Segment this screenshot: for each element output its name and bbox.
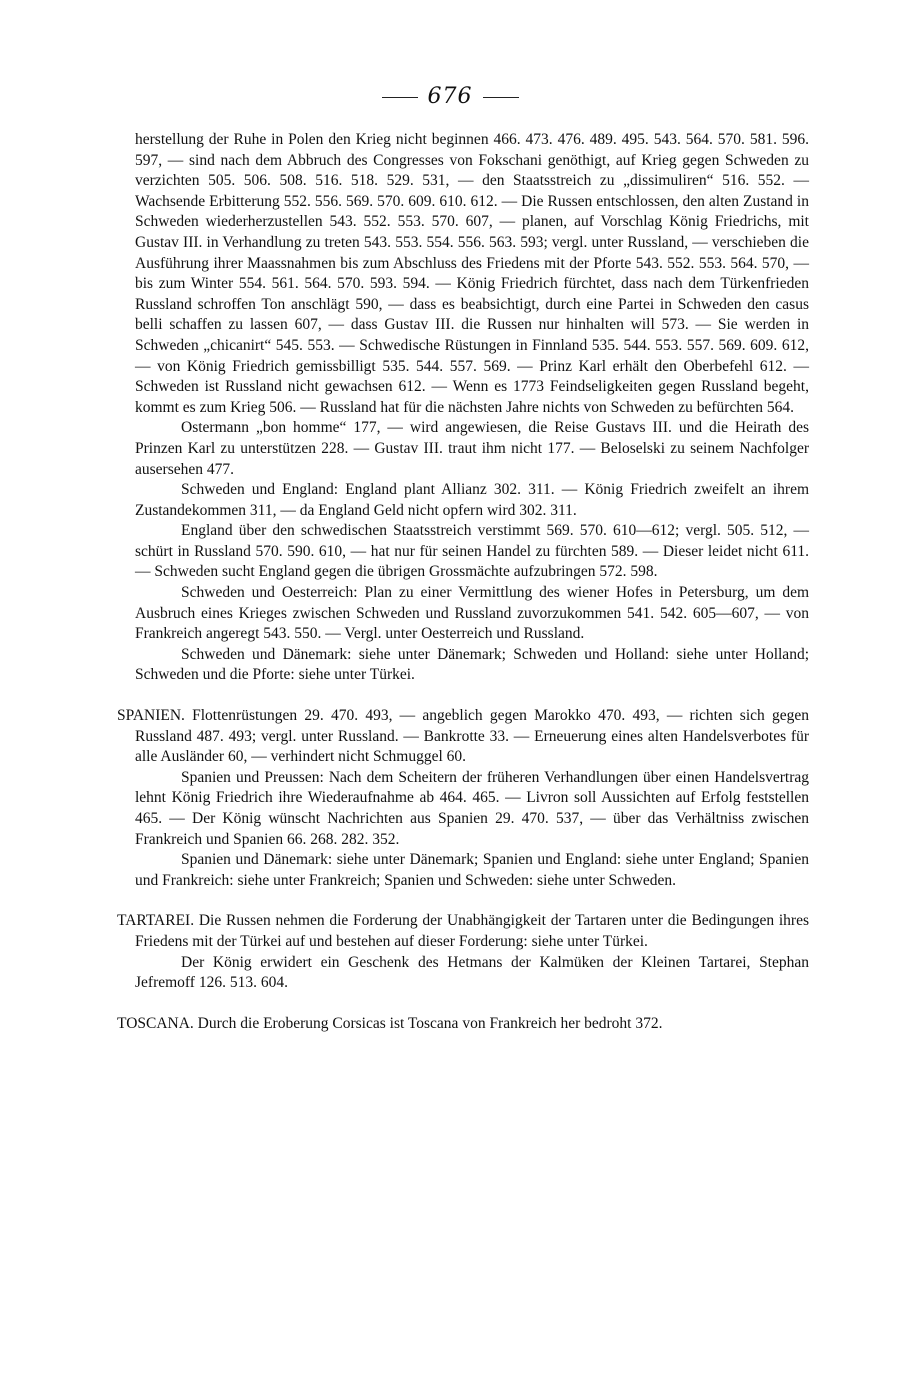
header-dash-right [483,97,519,98]
paragraph-russia-sweden-continued: herstellung der Ruhe in Polen den Krieg nicht beginnen 466. 473. 476. 489. 495. 543. 564. 570. 581. 596. 597, — sind nach dem Abbruch des Congresses von Fokschani genöthigt, auf Krieg gegen Schweden zu verzichten 505. 506. 508. 516. 518. 529. 531, — den Staatsstreich zu „dissimuliren“ 516. 552. — Wachsende Erbitterung 552. 556. 569. 570. 609. 610. 612. — Die Russen entschlossen, den alten Zustand in Schweden wiederherzustellen 543. 552. 553. 570. 607, — planen, auf Vorschlag König Friedrichs, mit Gustav III. in Verhandlung zu treten 543. 553. 554. 556. 563. 593; vergl. unter Russland, — verschieben die Ausführung ihrer Maassnahmen bis zum Abschluss des Friedens mit der Pforte 543. 552. 553. 564. 570, — bis zum Winter 554. 561. 564. 570. 593. 594. — König Friedrich fürchtet, dass nach dem Türkenfrieden Russland schroffen Ton anschlägt 590, — dass es beabsichtigt, durch eine Partei in Schweden den casus belli schaffen zu lassen 607, — dass Gustav III. die Russen nur hinhalten will 573. — Sie werden in Schweden „chicanirt“ 545. 553. — Schwedische Rüstungen in Finnland 535. 544. 553. 557. 569. 609. 612, — von König Friedrich gemissbilligt 535. 544. 557. 569. — Prinz Karl erhält den Oberbefehl 612. — Schweden ist Russland nicht gewachsen 612. — Wenn es 1773 Feindseligkeiten gegen Russland begeht, kommt es zum Krieg 506. — Russland hat für die nächsten Jahre nichts von Schweden zu befürchten 564. [135,131,809,416]
header-dash-left [382,97,418,98]
paragraph-sweden-cross-references: Schweden und Dänemark: siehe unter Dänemark; Schweden und Holland: siehe unter Holland; Schweden und die Pforte: siehe unter Türkei. [135,645,809,684]
page-header [0,84,900,109]
entry-spanien: SPANIEN. Flottenrüstungen 29. 470. 493, — angeblich gegen Marokko 470. 493, — richten sich gegen Russland 487. 493; vergl. unter Russland. — Bankrotte 33. — Erneuerung eines alten Handelsverbotes für alle Ausländer 60, — verhindert nicht Schmuggel 60. [117,707,809,766]
paragraph-kalmyk-gift: Der König erwidert ein Geschenk des Hetmans der Kalmüken der Kleinen Tartarei, Stephan Jefremoff 126. 513. 604. [135,953,809,992]
page-number: 676 [427,84,473,109]
entry-tartarei: TARTAREI. Die Russen nehmen die Forderung der Unabhängigkeit der Tartaren unter die Bedingungen ihres Friedens mit der Türkei auf und bestehen auf dieser Forderung: siehe unter Türkei. [117,912,809,950]
index-text [117,130,809,1034]
paragraph-ostermann: Ostermann „bon homme“ 177, — wird angewiesen, die Reise Gustavs III. und die Heirath des Prinzen Karl zu unterstützen 228. — Gustav III. traut ihm nicht 177. — Beloselski zu seinem Nachfolger ausersehen 477. [135,419,809,478]
entry-toscana: TOSCANA. Durch die Eroberung Corsicas ist Toscana von Frankreich her bedroht 372. [117,1014,663,1032]
paragraph-spain-prussia: Spanien und Preussen: Nach dem Scheitern der früheren Verhandlungen über einen Handelsvertrag lehnt König Friedrich ihre Wiederaufnahme ab 464. 465. — Livron soll Aussichten auf Erfolg feststellen 465. — Der König wünscht Nachrichten aus Spanien 29. 470. 537, — über das Verhältniss zwischen Frankreich und Spanien 66. 268. 282. 352. [135,768,809,848]
paragraph-sweden-england: Schweden und England: England plant Allianz 302. 311. — König Friedrich zweifelt an ihrem Zustandekommen 311, — da England Geld nicht opfern wird 302. 311. [135,481,809,519]
paragraph-spain-cross-references: Spanien und Dänemark: siehe unter Dänemark; Spanien und England: siehe unter England; Spanien und Frankreich: siehe unter Frankreich; Spanien und Schweden: siehe unter Schweden. [135,851,809,889]
paragraph-england-coup: England über den schwedischen Staatsstreich verstimmt 569. 570. 610—612; vergl. 505. 512, — schürt in Russland 570. 590. 610, — hat nur für seinen Handel zu fürchten 589. — Dieser leidet nicht 611. — Schweden sucht England gegen die übrigen Grossmächte aufzubringen 572. 598. [135,522,809,581]
paragraph-sweden-austria: Schweden und Oesterreich: Plan zu einer Vermittlung des wiener Hofes in Petersburg, um dem Ausbruch eines Krieges zwischen Schweden und Russland zuvorzukommen 541. 542. 605—607, — von Frankreich angeregt 543. 550. — Vergl. unter Oesterreich und Russland. [135,584,809,643]
